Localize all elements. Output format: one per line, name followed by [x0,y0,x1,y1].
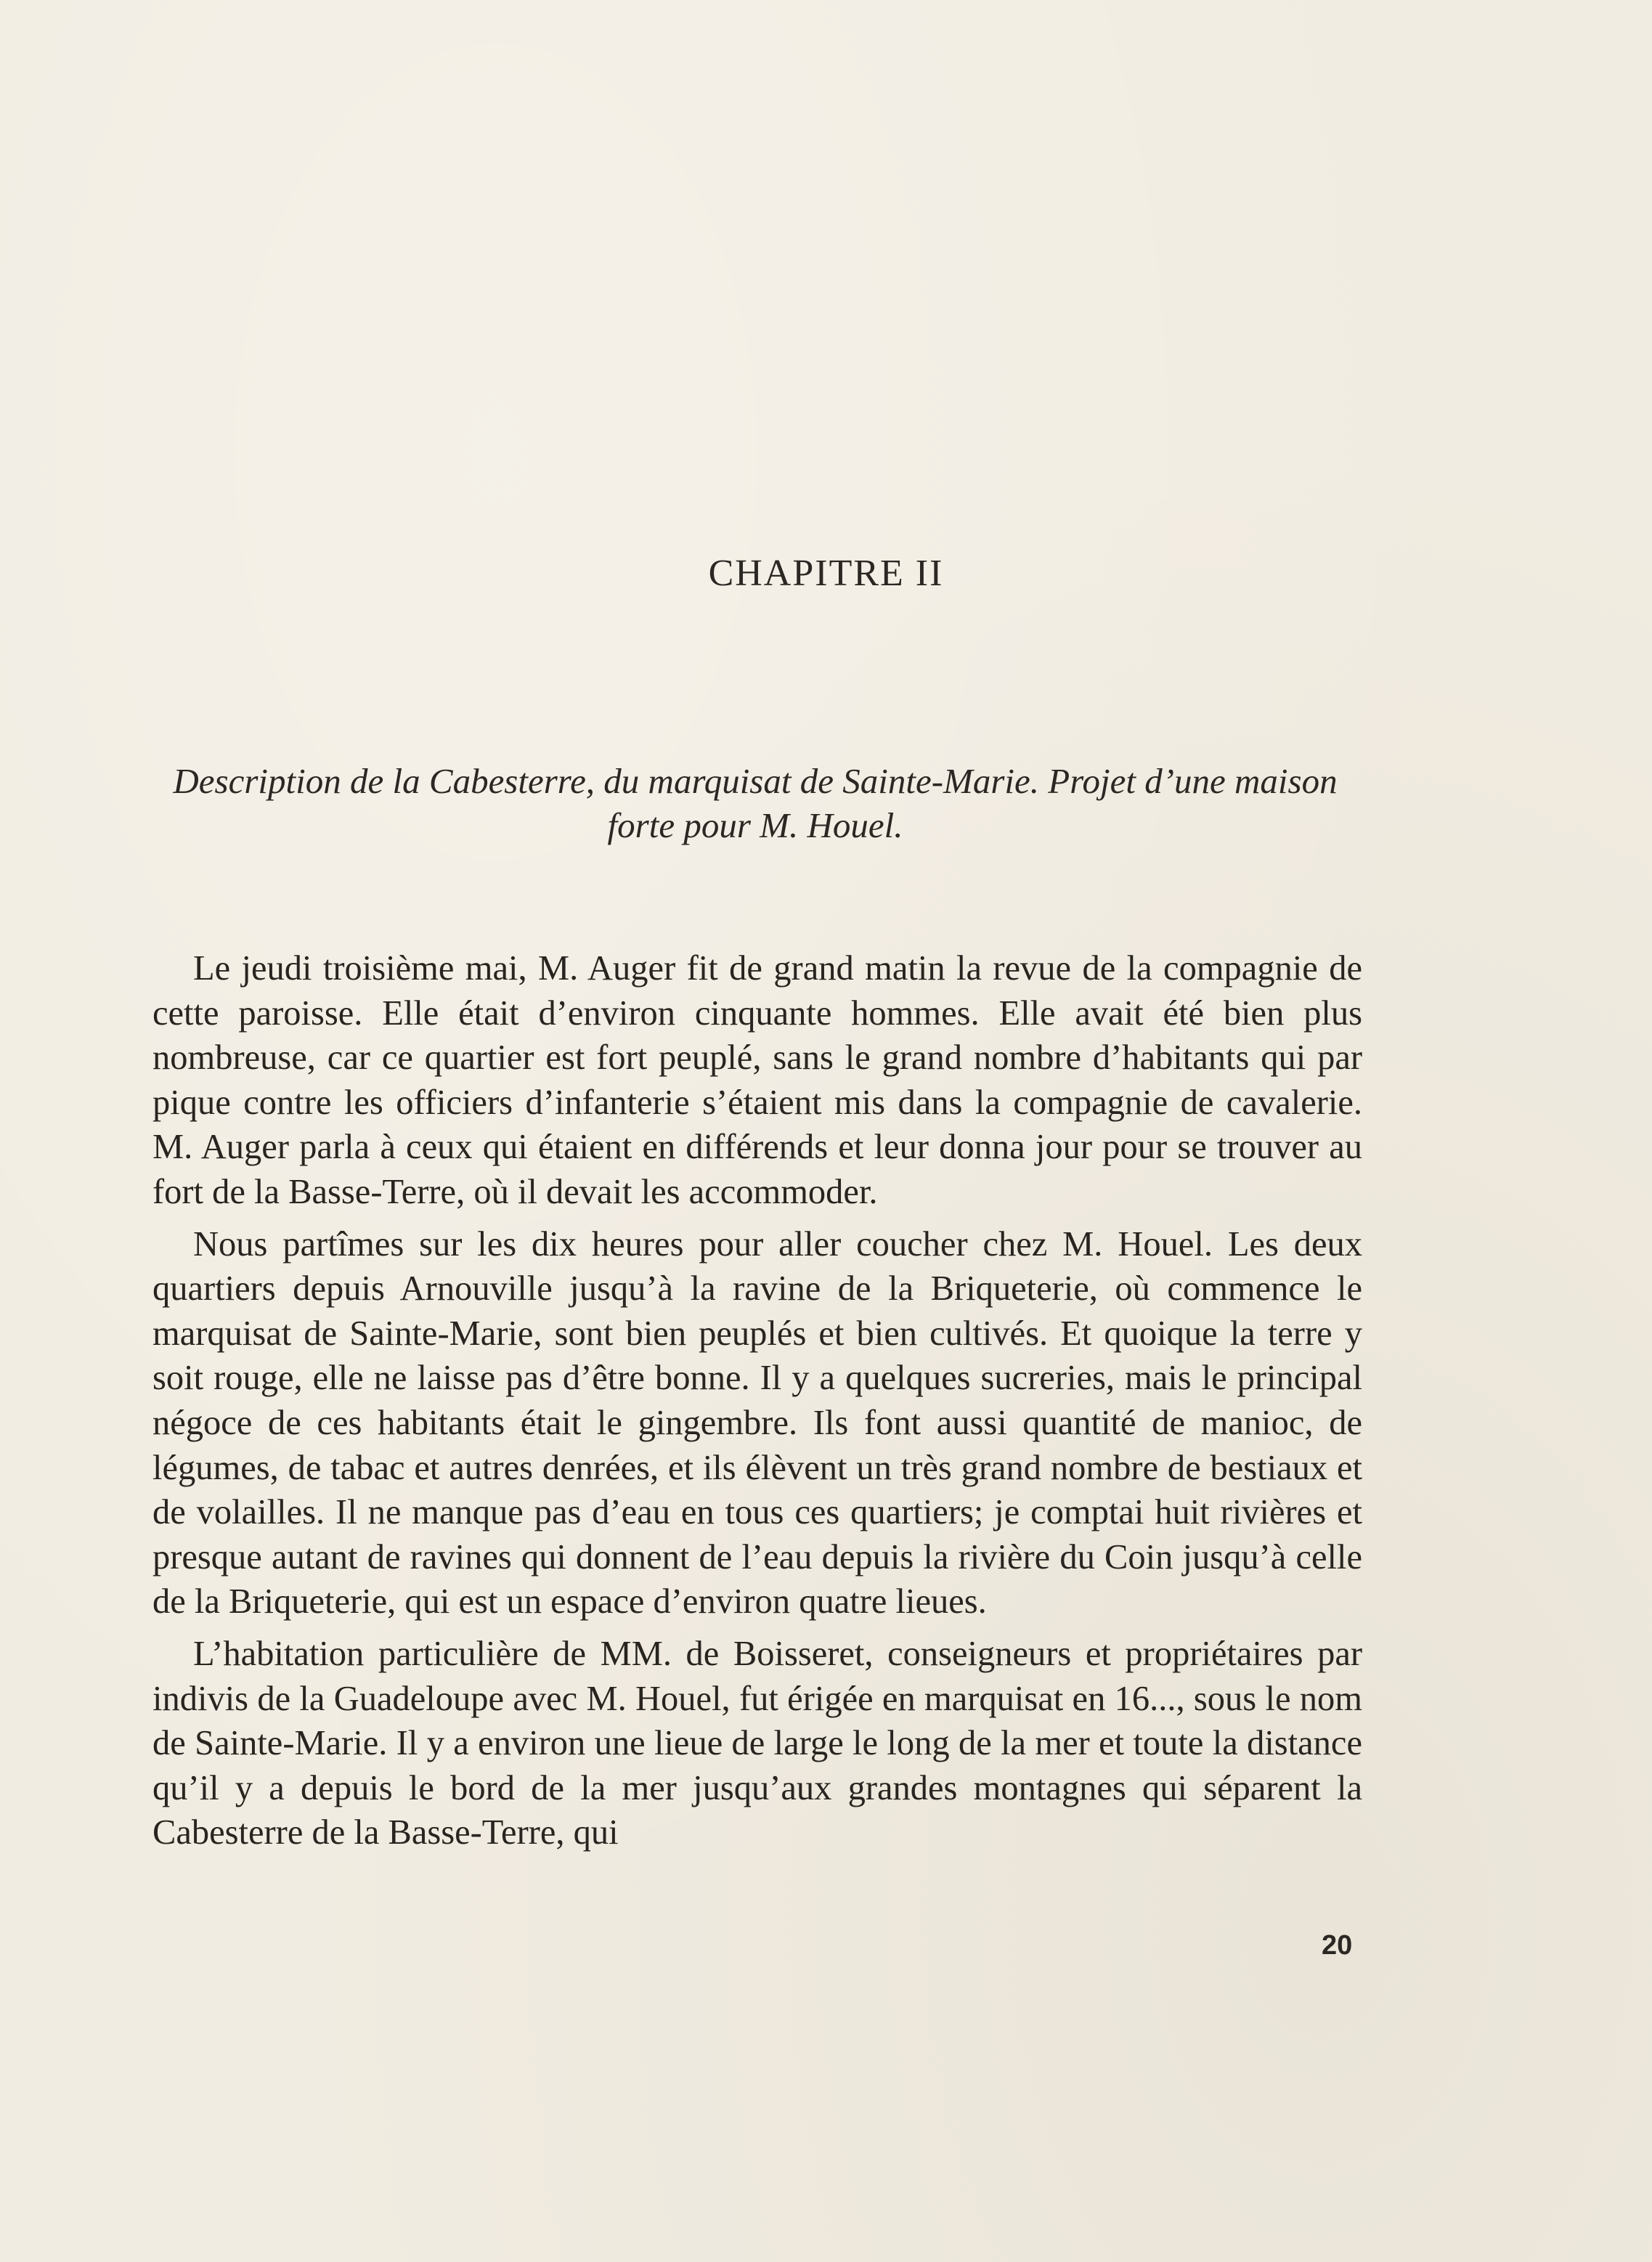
paragraph: L’habitation particulière de MM. de Boisseret, conseigneurs et propriétaires par indivis de la Guadeloupe avec M. Houel, fut érigée en marquisat en 16..., sous le nom de Sainte-Marie. Il y a environ une lieue de large le long de la mer et toute la distance qu’il y a depuis le bord de la mer jusqu’aux grandes montagnes qui séparent la Cabesterre de la Basse-Terre, qui [152,1634,1362,1852]
chapter-subtitle: Description de la Cabesterre, du marquisat de Sainte-Marie. Projet d’une maison forte pour M. Houel. [173,761,1338,845]
page-number: 20 [1322,1930,1353,1961]
chapter-heading: CHAPITRE II [708,553,944,594]
paragraph: Nous partîmes sur les dix heures pour aller coucher chez M. Houel. Les deux quartiers depuis Arnouville jusqu’à la ravine de la Briqueterie, où commence le marquisat de Sainte-Marie, sont bien peuplés et bien cultivés. Et quoique la terre y soit rouge, elle ne laisse pas d’être bonne. Il y a quelques sucreries, mais le principal négoce de ces habitants était le gingembre. Ils font aussi quantité de manioc, de légumes, de tabac et autres denrées, et ils élèvent un très grand nombre de bestiaux et de volailles. Il ne manque pas d’eau en tous ces quartiers; je comptai huit rivières et presque autant de ravines qui donnent de l’eau depuis la rivière du Coin jusqu’à celle de la Briqueterie, qui est un espace d’environ quatre lieues. [152,1224,1362,1622]
body-text [152,946,1362,1863]
paragraph: Le jeudi troisième mai, M. Auger fit de grand matin la revue de la compagnie de cette paroisse. Elle était d’environ cinquante hommes. Elle avait été bien plus nombreuse, car ce quartier est fort peuplé, sans le grand nombre d’habitants qui par pique contre les officiers d’infanterie s’étaient mis dans la compagnie de cavalerie. M. Auger parla à ceux qui étaient en différends et leur donna jour pour se trouver au fort de la Basse-Terre, où il devait les accommoder. [152,949,1362,1211]
